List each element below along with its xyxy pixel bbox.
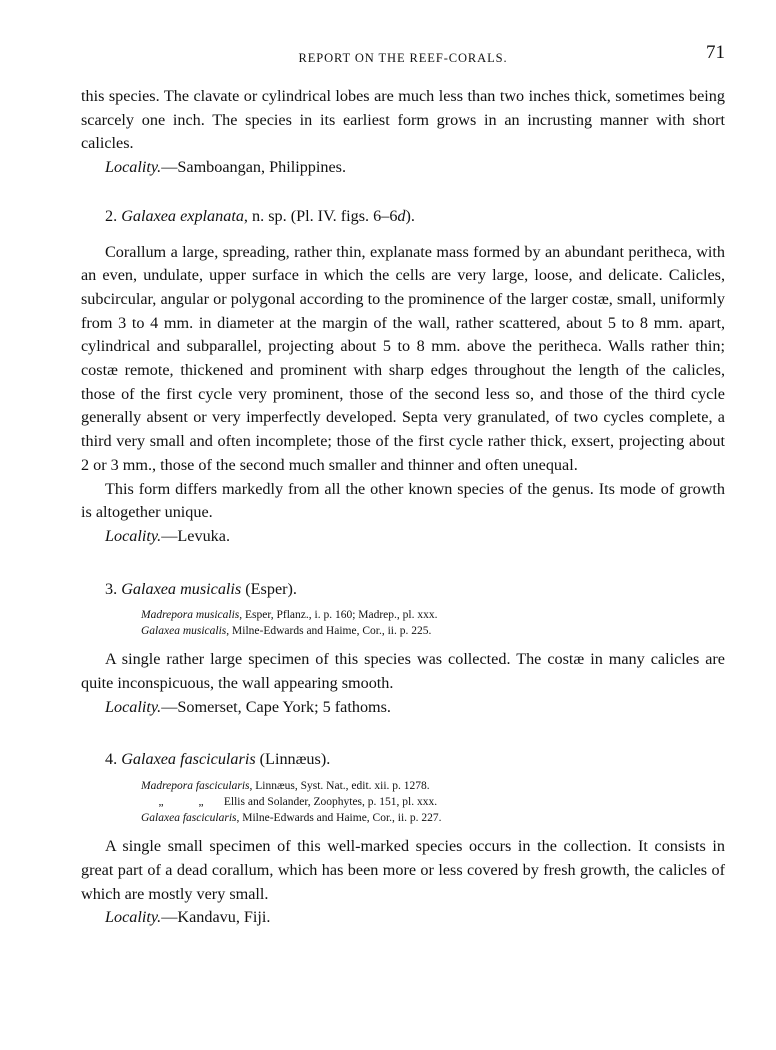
species-number: 3. [105, 579, 118, 598]
species-number: 2. [105, 206, 118, 225]
locality-label: Locality. [105, 697, 162, 716]
species-authority: (Esper). [241, 579, 297, 598]
locality-line [81, 156, 725, 180]
synonymy-entry [141, 794, 725, 810]
locality-value: —Kandavu, Fiji. [161, 908, 271, 927]
synonym-citation: , Esper, Pflanz., i. p. 160; Madrep., pl. xxx. [239, 609, 438, 622]
locality-line [81, 906, 725, 930]
continuation-paragraph: this species. The clavate or cylindrical lobes are much less than two inches thick, sometimes being scarcely one inch. The species in its earliest form grows in an incrusting manner with short calicles. [81, 87, 725, 153]
synonym-name: Galaxea fascicularis [141, 812, 237, 825]
synonym-citation: , Milne-Edwards and Haime, Cor., ii. p. 227. [236, 812, 442, 825]
species-heading-close: ). [405, 206, 415, 225]
running-header [81, 40, 725, 72]
species-genus: Galaxea [121, 579, 177, 598]
synonym-name: Madrepora fascicularis [141, 780, 250, 793]
synonym-citation: , Milne-Edwards and Haime, Cor., ii. p. 225. [226, 625, 432, 638]
remarks-paragraph: A single small specimen of this well-marked species occurs in the collection. It consists in great part of a dead corallum, which has been more or less covered by fresh growth, the calicles of which are mostly very small. [81, 837, 725, 903]
synonymy-entry [141, 623, 725, 639]
synonymy-entry [141, 607, 725, 623]
figure-letter: d [397, 206, 406, 225]
species-genus: Galaxea [121, 206, 177, 225]
locality-line [81, 696, 725, 720]
locality-value: —Samboangan, Philippines. [161, 158, 347, 177]
synonym-name: Madrepora musicalis [141, 609, 240, 622]
ditto-mark: „ [198, 796, 204, 809]
remarks-paragraph: A single rather large specimen of this species was collected. The costæ in many calicles are quite inconspicuous, the wall appearing smooth. [81, 650, 725, 693]
locality-value: —Somerset, Cape York; 5 fathoms. [161, 697, 391, 716]
running-title: REPORT ON THE REEF-CORALS. [298, 51, 508, 65]
synonymy-entry [141, 810, 725, 826]
synonym-citation: Ellis and Solander, Zoophytes, p. 151, pl. xxx. [223, 796, 438, 809]
synonymy-list [81, 778, 725, 826]
species-heading [81, 205, 725, 229]
species-authority: , n. sp. (Pl. IV. figs. 6–6 [243, 206, 398, 225]
locality-value: —Levuka. [161, 526, 230, 545]
locality-line [81, 525, 725, 549]
locality-label: Locality. [105, 526, 162, 545]
ditto-mark: „ [158, 796, 164, 809]
species-epithet: musicalis [180, 579, 242, 598]
remarks-paragraph: This form differs markedly from all the other known species of the genus. Its mode of growth is altogether unique. [81, 479, 725, 522]
synonymy-list [81, 607, 725, 639]
species-number: 4. [105, 750, 118, 769]
page-number: 71 [706, 42, 725, 63]
species-heading [81, 748, 725, 772]
page [81, 40, 725, 930]
synonym-citation: , Linnæus, Syst. Nat., edit. xii. p. 1278. [249, 780, 430, 793]
synonymy-entry [141, 778, 725, 794]
species-heading [81, 578, 725, 602]
synonym-name: Galaxea musicalis [141, 625, 227, 638]
species-authority: (Linnæus). [255, 750, 331, 769]
locality-label: Locality. [105, 158, 162, 177]
description-paragraph: Corallum a large, spreading, rather thin, explanate mass formed by an abundant peritheca, with an even, undulate, upper surface in which the cells are very large, loose, and delicate. Calicles, subcircular, angular or polygonal according to the prominence of the larger costæ, small, uniformly from 3 to 4 mm. in diameter at the margin of the wall, rather scattered, about 5 to 8 mm. apart, cylindrical and subparallel, projecting about 5 to 8 mm. above the peritheca. Walls rather thin; costæ remote, thickened and prominent with sharp edges throughout the length of the calicles, those of the first cycle very prominent, those of the second less so, and those of the third cycle generally absent or very imperfectly developed. Septa very granulated, of two cycles complete, a third very small and often incomplete; those of the first cycle rather thick, exsert, projecting about 2 or 3 mm., those of the second much smaller and thinner and often unequal. [81, 242, 725, 474]
locality-label: Locality. [105, 908, 162, 927]
species-epithet: fascicularis [180, 750, 256, 769]
species-genus: Galaxea [121, 750, 177, 769]
species-epithet: explanata [180, 206, 244, 225]
